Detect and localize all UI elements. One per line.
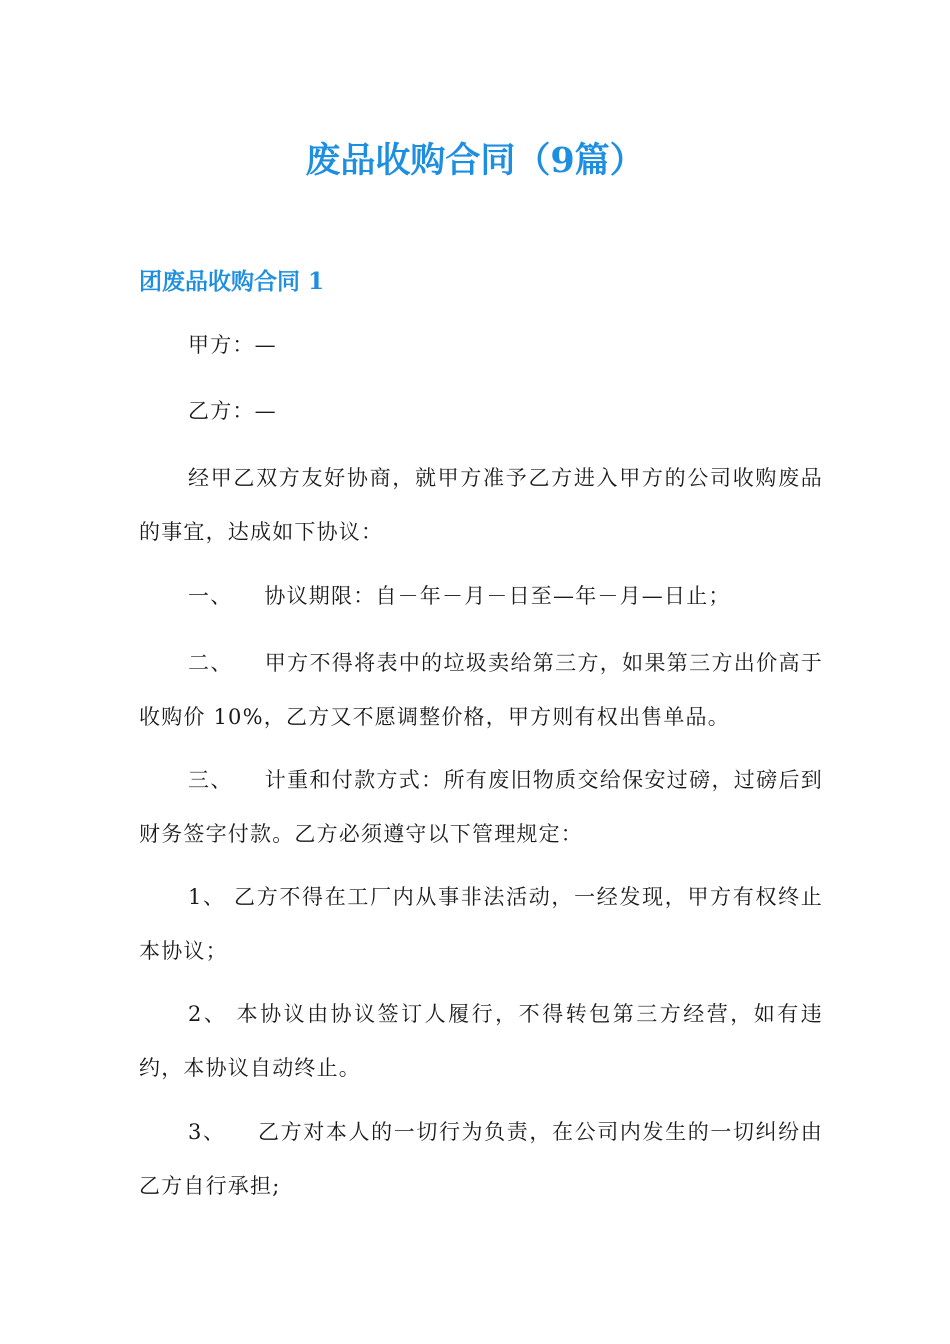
rule-2: 2、 本协议由协议签订人履行，不得转包第三方经营，如有违约，本协议自动终止。 bbox=[139, 1002, 823, 1080]
clause-1 bbox=[139, 569, 823, 623]
clause-1-number: 一、 bbox=[188, 584, 233, 608]
clause-3 bbox=[139, 753, 823, 861]
rule-1: 1、 乙方不得在工厂内从事非法活动，一经发现，甲方有权终止本协议； bbox=[139, 885, 823, 963]
clause-2-number: 二、 bbox=[188, 651, 233, 675]
clause-2 bbox=[139, 636, 823, 744]
section-title: 团废品收购合同 1 bbox=[139, 268, 325, 295]
rule-3 bbox=[139, 1105, 823, 1213]
clause-3-number: 三、 bbox=[188, 768, 233, 792]
rule-3-number: 3、 bbox=[188, 1120, 226, 1144]
intro-paragraph: 经甲乙双方友好协商，就甲方准予乙方进入甲方的公司收购废品的事宜，达成如下协议： bbox=[139, 466, 823, 544]
party-b-line: 乙方：— bbox=[188, 399, 277, 423]
clause-3-text: 计重和付款方式：所有废旧物质交给保安过磅，过磅后到财务签字付款。乙方必须遵守以下管理规定： bbox=[139, 768, 823, 846]
clause-2-text: 甲方不得将表中的垃圾卖给第三方，如果第三方出价高于收购价 10%，乙方又不愿调整价格，甲方则有权出售单品。 bbox=[139, 651, 823, 729]
party-a-line: 甲方：— bbox=[188, 333, 277, 357]
clause-1-text: 协议期限：自－年－月－日至—年－月—日止； bbox=[264, 584, 731, 608]
document-title: 废品收购合同（9篇） bbox=[305, 140, 645, 181]
rule-3-text: 乙方对本人的一切行为负责，在公司内发生的一切纠纷由乙方自行承担; bbox=[139, 1120, 823, 1198]
